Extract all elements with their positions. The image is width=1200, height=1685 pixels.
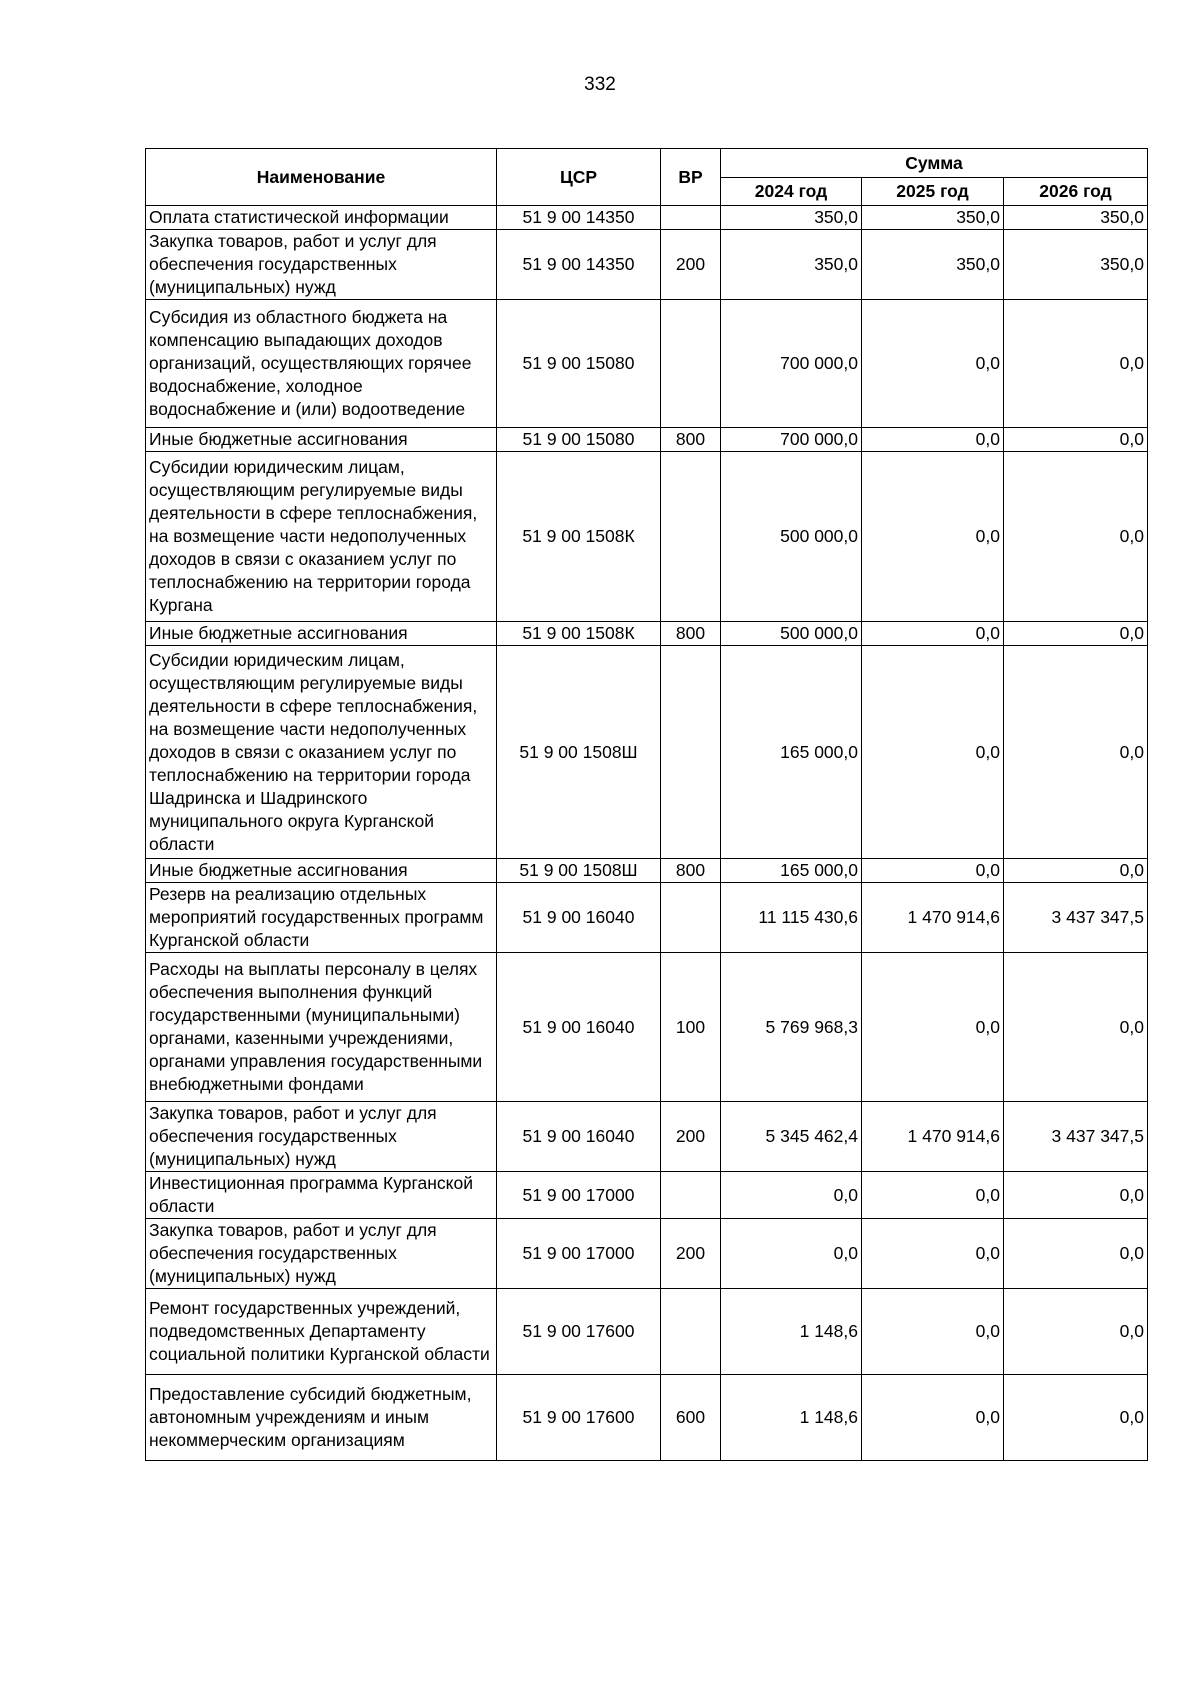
row-amount-2026: 0,0: [1004, 953, 1148, 1102]
row-amount-2025: 0,0: [862, 1172, 1004, 1219]
row-amount-2026: 0,0: [1004, 622, 1148, 646]
row-amount-2026: 0,0: [1004, 428, 1148, 452]
row-name: Закупка товаров, работ и услуг для обеспечения государственных (муниципальных) нужд: [146, 1219, 497, 1289]
row-name: Закупка товаров, работ и услуг для обеспечения государственных (муниципальных) нужд: [146, 230, 497, 300]
table-row: [146, 206, 1148, 230]
table-row: [146, 452, 1148, 622]
row-amount-2024: 500 000,0: [721, 452, 862, 622]
table-row: [146, 646, 1148, 859]
table-row: [146, 1102, 1148, 1172]
row-amount-2025: 1 470 914,6: [862, 1102, 1004, 1172]
row-amount-2026: 350,0: [1004, 206, 1148, 230]
row-amount-2025: 0,0: [862, 452, 1004, 622]
row-name: Субсидии юридическим лицам, осуществляющим регулируемые виды деятельности в сфере теплоснабжения, на возмещение части недополученных доходов в связи с оказанием услуг по теплоснабжению на территории города Шадринска и Шадринского муниципального округа Курганской области: [146, 646, 497, 859]
row-vr: [661, 1289, 721, 1375]
row-amount-2024: 700 000,0: [721, 300, 862, 428]
row-name: Оплата статистической информации: [146, 206, 497, 230]
row-amount-2024: 0,0: [721, 1172, 862, 1219]
row-amount-2024: 1 148,6: [721, 1375, 862, 1461]
row-vr: 600: [661, 1375, 721, 1461]
row-csr: 51 9 00 14350: [497, 206, 661, 230]
row-csr: 51 9 00 14350: [497, 230, 661, 300]
row-vr: 800: [661, 428, 721, 452]
row-vr: [661, 300, 721, 428]
row-csr: 51 9 00 17600: [497, 1289, 661, 1375]
row-csr: 51 9 00 1508К: [497, 622, 661, 646]
row-amount-2024: 5 345 462,4: [721, 1102, 862, 1172]
header-sum: Сумма: [721, 149, 1148, 178]
row-amount-2024: 1 148,6: [721, 1289, 862, 1375]
row-vr: [661, 452, 721, 622]
row-vr: [661, 206, 721, 230]
row-amount-2025: 0,0: [862, 300, 1004, 428]
row-vr: [661, 1172, 721, 1219]
row-csr: 51 9 00 16040: [497, 1102, 661, 1172]
row-vr: [661, 883, 721, 953]
row-name: Субсидии юридическим лицам, осуществляющим регулируемые виды деятельности в сфере теплоснабжения, на возмещение части недополученных доходов в связи с оказанием услуг по теплоснабжению на территории города Кургана: [146, 452, 497, 622]
row-vr: 100: [661, 953, 721, 1102]
row-vr: 200: [661, 230, 721, 300]
row-amount-2024: 500 000,0: [721, 622, 862, 646]
row-csr: 51 9 00 15080: [497, 428, 661, 452]
row-amount-2024: 0,0: [721, 1219, 862, 1289]
row-name: Иные бюджетные ассигнования: [146, 622, 497, 646]
table-row: [146, 1289, 1148, 1375]
row-name: Расходы на выплаты персоналу в целях обеспечения выполнения функций государственными (муниципальными) органами, казенными учреждениями, органами управления государственными внебюджетными фондами: [146, 953, 497, 1102]
table-row: [146, 1172, 1148, 1219]
header-2024: 2024 год: [721, 178, 862, 206]
row-name: Иные бюджетные ассигнования: [146, 859, 497, 883]
row-csr: 51 9 00 17600: [497, 1375, 661, 1461]
row-amount-2026: 0,0: [1004, 1172, 1148, 1219]
header-2026: 2026 год: [1004, 178, 1148, 206]
row-amount-2025: 0,0: [862, 1289, 1004, 1375]
row-amount-2026: 0,0: [1004, 1375, 1148, 1461]
row-amount-2026: 3 437 347,5: [1004, 883, 1148, 953]
row-name: Закупка товаров, работ и услуг для обеспечения государственных (муниципальных) нужд: [146, 1102, 497, 1172]
table-row: [146, 1219, 1148, 1289]
row-amount-2024: 5 769 968,3: [721, 953, 862, 1102]
table-row: [146, 230, 1148, 300]
table-row: [146, 859, 1148, 883]
row-amount-2024: 11 115 430,6: [721, 883, 862, 953]
row-amount-2024: 350,0: [721, 230, 862, 300]
budget-table: [145, 148, 1148, 1461]
row-amount-2025: 1 470 914,6: [862, 883, 1004, 953]
row-amount-2026: 0,0: [1004, 300, 1148, 428]
row-amount-2026: 0,0: [1004, 452, 1148, 622]
table-row: [146, 883, 1148, 953]
row-vr: 200: [661, 1102, 721, 1172]
row-amount-2025: 350,0: [862, 206, 1004, 230]
row-csr: 51 9 00 17000: [497, 1219, 661, 1289]
row-amount-2025: 0,0: [862, 622, 1004, 646]
row-name: Резерв на реализацию отдельных мероприятий государственных программ Курганской области: [146, 883, 497, 953]
row-amount-2025: 0,0: [862, 1219, 1004, 1289]
row-csr: 51 9 00 1508Ш: [497, 859, 661, 883]
row-name: Иные бюджетные ассигнования: [146, 428, 497, 452]
row-csr: 51 9 00 15080: [497, 300, 661, 428]
row-csr: 51 9 00 16040: [497, 883, 661, 953]
row-amount-2024: 700 000,0: [721, 428, 862, 452]
row-amount-2026: 0,0: [1004, 646, 1148, 859]
table-body: [146, 206, 1148, 1461]
page-number: 332: [584, 74, 616, 95]
header-2025: 2025 год: [862, 178, 1004, 206]
row-vr: 200: [661, 1219, 721, 1289]
row-vr: [661, 646, 721, 859]
row-name: Предоставление субсидий бюджетным, автономным учреждениям и иным некоммерческим организациям: [146, 1375, 497, 1461]
row-amount-2024: 165 000,0: [721, 859, 862, 883]
row-amount-2026: 3 437 347,5: [1004, 1102, 1148, 1172]
row-amount-2024: 350,0: [721, 206, 862, 230]
row-amount-2025: 350,0: [862, 230, 1004, 300]
row-name: Инвестиционная программа Курганской области: [146, 1172, 497, 1219]
row-vr: 800: [661, 859, 721, 883]
table-row: [146, 428, 1148, 452]
header-vr: ВР: [661, 149, 721, 206]
table-row: [146, 1375, 1148, 1461]
header-name: Наименование: [146, 149, 497, 206]
row-name: Ремонт государственных учреждений, подведомственных Департаменту социальной политики Курганской области: [146, 1289, 497, 1375]
row-amount-2025: 0,0: [862, 646, 1004, 859]
row-amount-2025: 0,0: [862, 859, 1004, 883]
row-vr: 800: [661, 622, 721, 646]
row-amount-2025: 0,0: [862, 428, 1004, 452]
row-amount-2025: 0,0: [862, 1375, 1004, 1461]
header-csr: ЦСР: [497, 149, 661, 206]
row-name: Субсидия из областного бюджета на компенсацию выпадающих доходов организаций, осуществляющих горячее водоснабжение, холодное водоснабжение и (или) водоотведение: [146, 300, 497, 428]
row-csr: 51 9 00 16040: [497, 953, 661, 1102]
row-amount-2025: 0,0: [862, 953, 1004, 1102]
row-amount-2024: 165 000,0: [721, 646, 862, 859]
table-row: [146, 622, 1148, 646]
row-csr: 51 9 00 1508Ш: [497, 646, 661, 859]
row-csr: 51 9 00 1508К: [497, 452, 661, 622]
row-csr: 51 9 00 17000: [497, 1172, 661, 1219]
row-amount-2026: 0,0: [1004, 859, 1148, 883]
row-amount-2026: 0,0: [1004, 1219, 1148, 1289]
row-amount-2026: 350,0: [1004, 230, 1148, 300]
table-row: [146, 300, 1148, 428]
table-row: [146, 953, 1148, 1102]
row-amount-2026: 0,0: [1004, 1289, 1148, 1375]
